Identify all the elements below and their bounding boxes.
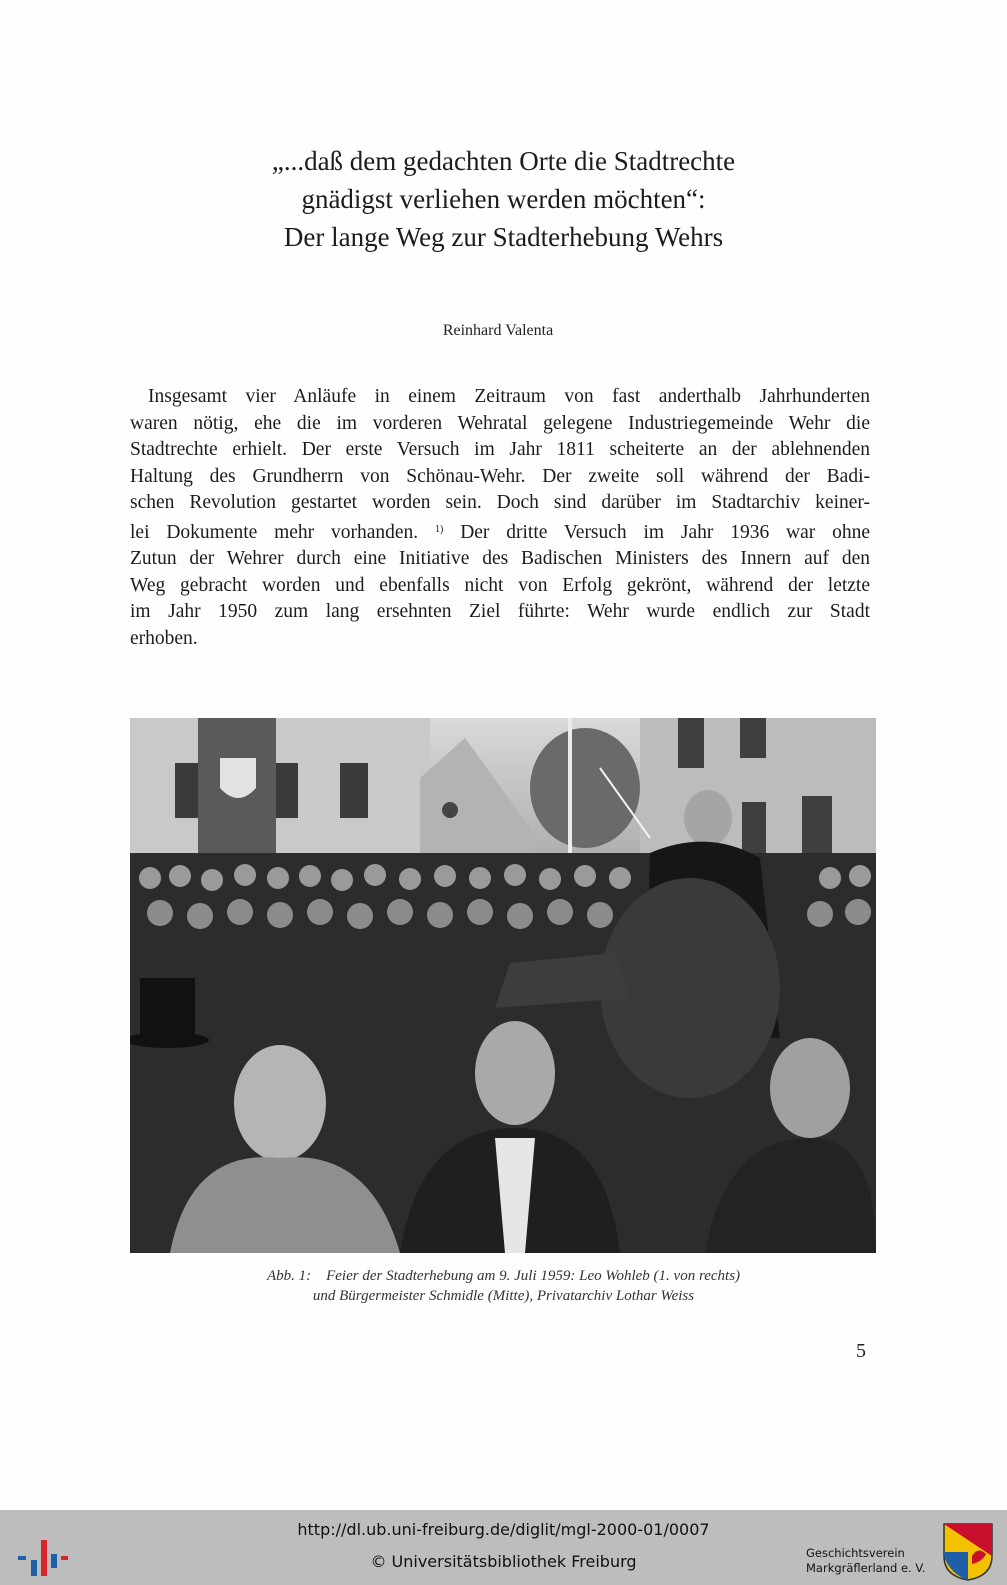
body-line: Zutun der Wehrer durch eine Initiative des Badischen Ministers des Innern auf den — [130, 548, 870, 569]
title-line-2: gnädigst verliehen werden möchten“: — [301, 184, 706, 214]
caption-line-1: Abb. 1: Feier der Stadterhebung am 9. Juli 1959: Leo Wohleb (1. von rechts) — [266, 1268, 741, 1284]
caption-line-2: und Bürgermeister Schmidle (Mitte), Privatarchiv Lothar Weiss — [312, 1288, 695, 1304]
figure-caption — [100, 1266, 907, 1306]
title-line-1: „...daß dem gedachten Orte die Stadtrechte — [271, 146, 736, 176]
body-line-with-footnote — [130, 517, 870, 547]
historical-photograph — [130, 718, 876, 1253]
coat-of-arms-icon — [942, 1522, 994, 1582]
body-line: Insgesamt vier Anläufe in einem Zeitraum von fast anderthalb Jahrhunderten — [148, 386, 870, 407]
body-line: erhoben. — [130, 627, 198, 649]
body-paragraph — [130, 384, 870, 652]
society-name — [806, 1546, 925, 1576]
footer-bar — [0, 1510, 1007, 1585]
body-line: waren nötig, ehe die im vorderen Wehratal gelegene Industriegemeinde Wehr die — [130, 412, 870, 434]
document-url[interactable]: http://dl.ub.uni-freiburg.de/diglit/mgl-2000-01/0007 — [297, 1520, 710, 1539]
body-line: Haltung des Grundherrn von Schönau-Wehr. Der zweite soll während der Badi- — [130, 465, 870, 487]
body-line: Weg gebracht worden und ebenfalls nicht von Erfolg gekrönt, während der letzte — [130, 574, 870, 596]
society-line-2: Markgräflerland e. V. — [806, 1561, 926, 1575]
body-text-segment: Der dritte Versuch im Jahr 1936 war ohne — [460, 521, 871, 543]
body-line: Stadtrechte erhielt. Der erste Versuch im Jahr 1811 scheiterte an der ablehnenden — [130, 439, 870, 460]
author-name: Reinhard Valenta — [442, 322, 554, 339]
body-line: im Jahr 1950 zum lang ersehnten Ziel führte: Wehr wurde endlich zur Stadt — [130, 601, 870, 622]
photograph-illustration — [130, 718, 876, 1253]
body-line: schen Revolution gestartet worden sein. Doch sind darüber im Stadtarchiv keiner- — [130, 492, 870, 513]
library-copyright: © Universitätsbibliothek Freiburg — [370, 1552, 637, 1571]
title-line-3: Der lange Weg zur Stadterhebung Wehrs — [283, 222, 724, 252]
page-number: 5 — [856, 1340, 866, 1362]
society-line-1: Geschichtsverein — [806, 1546, 905, 1560]
body-text-segment: lei Dokumente mehr vorhanden. — [130, 521, 419, 543]
footnote-reference[interactable]: 1) — [435, 523, 444, 535]
article-title — [100, 142, 907, 256]
